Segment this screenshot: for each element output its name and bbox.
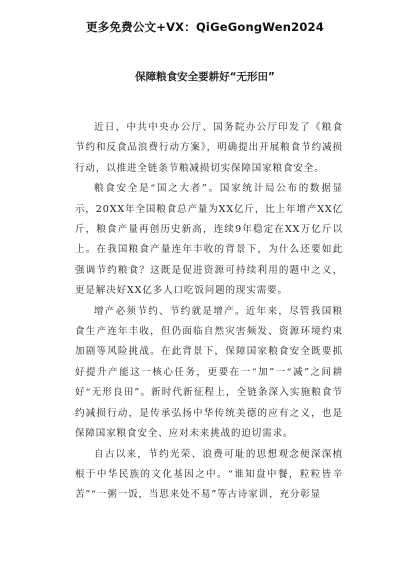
document-title: 保障粮食安全要耕好“无形田” [135,71,275,83]
paragraph-2: 粮食安全是“国之大者”。国家统计局公布的数据显示，20XX年全国粮食总产量为XX亿斤，比上年增产XX亿斤，粮食产量再创历史新高，连续9年稳定在XX万亿斤以上。在我国粮食产量连年丰收的背景下，为什么还要如此强调节约粮食？这既是促进资源可持续利用的题中之义，更是解决好XX亿多人口吃饭问题的现实需要。 [75,183,343,297]
document-body [75,118,343,506]
paragraph-3: 增产必须节约、节约就是增产。近年来，尽管我国粮食生产连年丰收，但仍面临自然灾害频发、资源环境约束加剧等风险挑战。在此背景下，保障国家粮食安全既要抓好提升产能这一核心任务，更要在一“加”一“减”之间耕好“无形良田”。新时代新征程上，全链条深入实施粮食节约减损行动，是传承弘扬中华传统美德的应有之义，也是保障国家粮食安全、应对未来挑战的迫切需求。 [75,305,343,440]
promo-header: 更多免费公文+VX：QiGeGongWen2024 [86,20,324,34]
paragraph-1: 近日，中共中央办公厅、国务院办公厅印发了《粮食节约和反食品浪费行动方案》，明确提出开展粮食节约减损行动，以推进全链条节粮减损切实保障国家粮食安全。 [75,122,343,174]
paragraph-4: 自古以来，节约光荣、浪费可耻的思想观念便深深植根于中华民族的文化基因之中。“谁知盘中餐，粒粒皆辛苦”“一粥一饭，当思来处不易”等古诗家训，充分彰显 [75,448,343,501]
